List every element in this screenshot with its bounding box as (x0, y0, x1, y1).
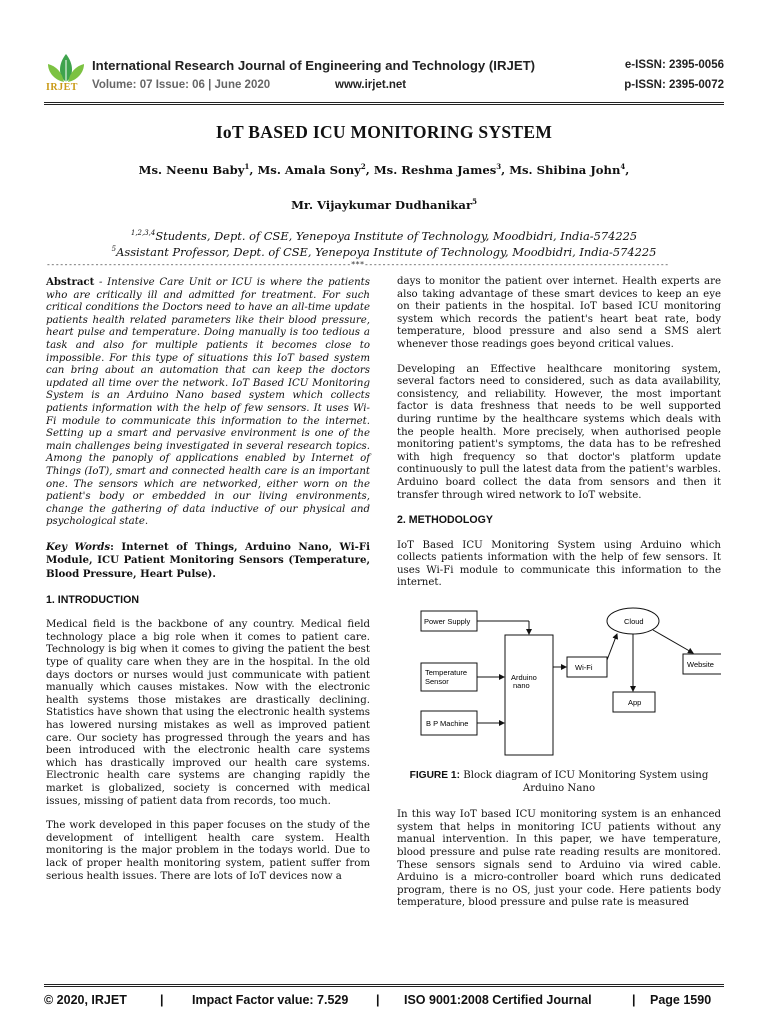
wifi-label: Wi-Fi (575, 663, 593, 673)
footer-copyright: © 2020, IRJET (44, 993, 127, 1007)
journal-website: www.irjet.net (335, 79, 407, 91)
block-diagram-svg (397, 602, 721, 762)
methodology-paragraph-1: IoT Based ICU Monitoring System using Arduino which collects patients information with the help of few sensors. It uses Wi-Fi module to communicate this information to the internet. (397, 539, 721, 589)
irjet-leaf-icon (44, 52, 88, 84)
author-list: Ms. Neenu Baby$^1$, Ms. Amala Sony$^2$, Ms. Reshma James$^3$, Ms. Shibina John$^4$, (138, 162, 630, 177)
temperature-sensor-label-2: Sensor (425, 677, 449, 687)
right-paragraph-1: days to monitor the patient over internet. Health experts are also taking advantage of these smart devices to keep an eye on their patients in the hospital. IoT based ICU monitoring system which records the patient's heart beat rate, body temperature, blood pressure and also send a SMS alert whenever those readings goes beyond critical values. (397, 276, 721, 350)
e-issn: e-ISSN: 2395-0056 (624, 59, 724, 71)
block-diagram (397, 602, 721, 762)
paper-title: IoT BASED ICU MONITORING SYSTEM (215, 122, 553, 142)
header-rule-2 (44, 104, 724, 105)
footer-impact-factor: Impact Factor value: 7.529 (192, 993, 349, 1007)
introduction-paragraph-2: The work developed in this paper focuses on the study of the development of intelligent health care system. Health monitoring is the major problem in the todays world. Due to lack of proper health monitoring system, patient suffer from serious health issues. There are lots of IoT devices now a (46, 820, 370, 882)
app-label: App (628, 698, 642, 708)
website-label: Website (687, 660, 714, 670)
logo-text: IRJET (46, 82, 78, 93)
footer-sep-2: | (376, 993, 380, 1007)
section-separator: ---------------------------------------------------------------------***--------------------------------------------------------------------- (46, 260, 669, 269)
journal-volume: Volume: 07 Issue: 06 | June 2020 (92, 79, 271, 91)
temperature-sensor-label-1: Temperature (425, 668, 468, 678)
methodology-heading: 2. METHODOLOGY (397, 514, 493, 527)
author-list-second-line: Mr. Vijaykumar Dudhanikar$^5$ (291, 197, 477, 212)
arduino-box (505, 635, 553, 755)
footer-iso: ISO 9001:2008 Certified Journal (404, 993, 592, 1007)
introduction-paragraph-1: Medical field is the backbone of any country. Medical field technology place a big role when it comes to patient care. Technology is big when it comes to giving the patient the best type of quality care when they are in the hospital. In the old days doctors or nurses would just communicate with patient manually which causes mistakes. Now with the electronic health systems those mistakes are drastically declining. Statistics have shown that using the electronic health systems has lowered nursing mistakes as well as improved patient care. Our society has progressed through the years and has been introduced with the electronic health care systems which has drastically improved our health care systems. Electronic health care systems are changing rapidly the market is globalized, society is concerned with medical issues, missing of patient data from records, too much. (46, 619, 370, 807)
footer-sep-1: | (160, 993, 164, 1007)
power-supply-label: Power Supply (424, 617, 471, 627)
right-column (397, 276, 721, 922)
footer-rule (44, 984, 724, 985)
keywords: Key Words: Internet of Things, Arduino Nano, Wi-Fi Module, ICU Patient Monitoring Sensors (Temperature, Blood Pressure, Heart Pulse). (46, 540, 370, 581)
footer-page-number: Page 1590 (650, 993, 712, 1007)
methodology-paragraph-2: In this way IoT based ICU monitoring system is an enhanced system that helps in monitoring ICU patients without any manual intervention. In this paper, we have temperature, blood pressure and pulse rate reading results are monitored. These sensors signals send to Arduino via wired cable. Arduino is a micro-controller board which runs dedicated program, there is no OS, just your code. Here patients body temperature, blood pressure and pulse rate is measured (397, 809, 721, 909)
arduino-label-2: nano (513, 681, 530, 691)
affiliation-professor: $^5$Assistant Professor, Dept. of CSE, Yenepoya Institute of Technology, Moodbidri, India-574225 (111, 245, 657, 259)
arrow-cloud-to-website (653, 630, 693, 653)
arrow-wifi-to-cloud (607, 634, 617, 660)
irjet-logo (44, 52, 88, 98)
journal-header (44, 52, 724, 102)
footer-rule-2 (44, 986, 724, 987)
journal-name: International Research Journal of Engineering and Technology (IRJET) (92, 58, 536, 73)
left-column (46, 276, 370, 895)
abstract: Abstract - Intensive Care Unit or ICU is where the patients who are critically ill and admitted for treatment. For such critical conditions the Doctors need to have an all-time update patients health related parameters like their blood pressure, heart pulse and temperature. Doing manually is too tedious a task and also for multiple patients it becomes close to impossible. For this type of situations this IoT based system can bring about an automation that can keep the doctors updated all time over the network. IoT Based ICU Monitoring System is an Arduino Nano based system which collects patients information with the help of few sensors. It uses Wi-Fi module to communicate this information to the internet. Setting up a smart and pervasive environment is one of the main challenges being investigated in several research topics. Among the panoply of applications enabled by Internet of Things (IoT), smart and connected health care is an important one. The sensors which are networked, either worn on the patient's body or embedded in our living environments, change the gathering of data inductive of our physical and psychological state. (46, 276, 370, 528)
footer-sep-3: | (632, 993, 636, 1007)
affiliation-students: $^{1,2,3,4}$Students, Dept. of CSE, Yenepoya Institute of Technology, Moodbidri, India-574225 (130, 229, 638, 243)
cloud-label: Cloud (624, 617, 644, 627)
introduction-heading: 1. INTRODUCTION (46, 593, 139, 606)
right-paragraph-2: Developing an Effective healthcare monitoring system, several factors need to considered, such as data availability, consistency, and reliability. However, the most important factor is data freshness that needs to be well supported during runtime by the healthcare systems which deals with the people health. More precisely, when authorised people monitoring patient's symptoms, the data has to be refreshed with high frequency so that doctor's platform update continuously to pull the latest data from the patient's warbles. Arduino board collect the data from sensors and then it transfer through wired network to IoT website. (397, 363, 721, 501)
p-issn: p-ISSN: 2395-0072 (624, 79, 724, 91)
header-rule (44, 102, 724, 103)
figure-caption: FIGURE 1: Block diagram of ICU Monitoring System using Arduino Nano (409, 770, 709, 794)
bp-machine-label: B P Machine (426, 719, 469, 729)
arduino-label-1: Arduino (511, 673, 537, 683)
